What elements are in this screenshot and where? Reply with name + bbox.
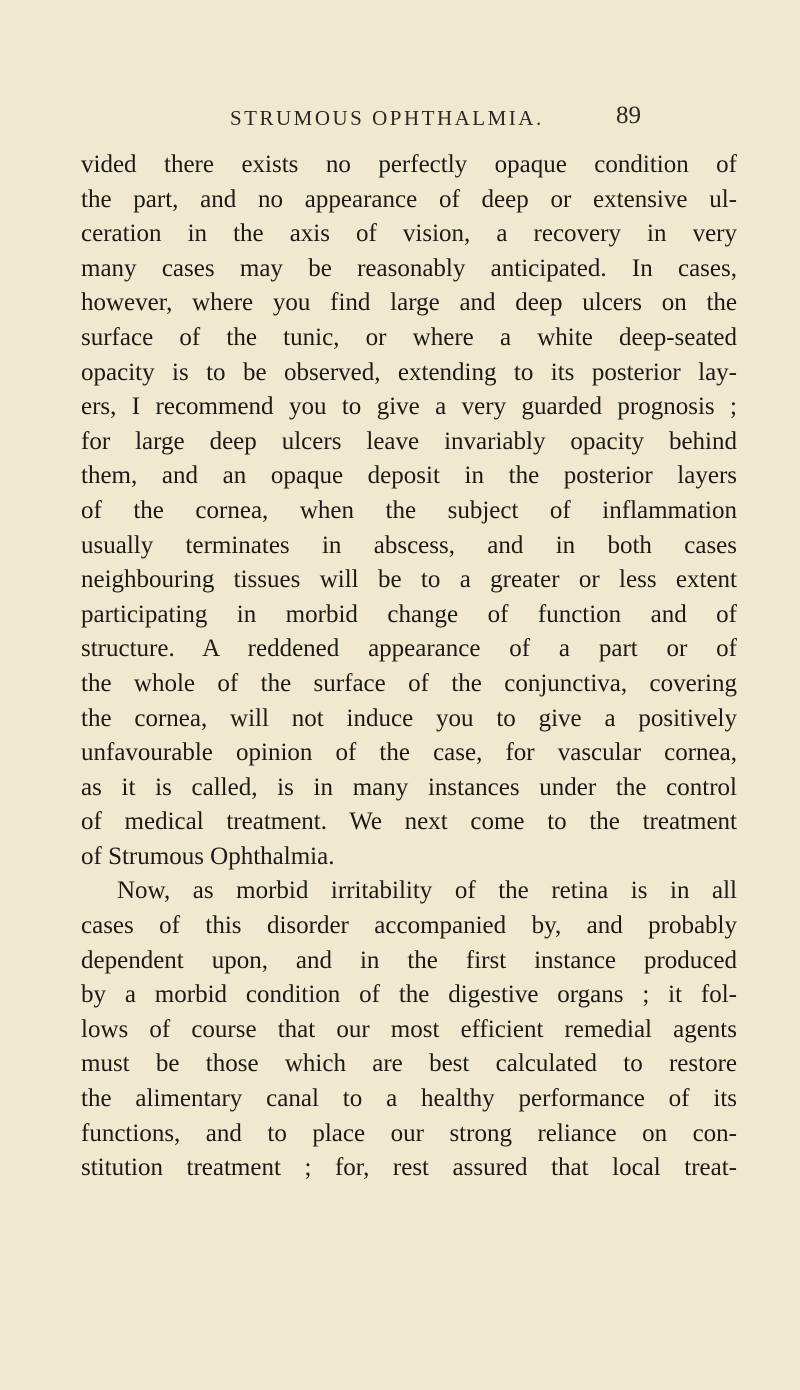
text-line: of the cornea, when the subject of inflammation bbox=[81, 496, 737, 524]
running-head: STRUMOUS OPHTHALMIA. bbox=[230, 106, 544, 130]
text-line: of medical treatment. We next come to the treatment bbox=[81, 808, 737, 836]
text-line: however, where you find large and deep ulcers on the bbox=[81, 289, 737, 317]
text-line: dependent upon, and in the first instance produced bbox=[81, 946, 737, 974]
text-line: vided there exists no perfectly opaque condition of bbox=[81, 151, 737, 178]
paragraph-start-line: Now, as morbid irritability of the retina is in all bbox=[117, 877, 737, 905]
text-line: participating in morbid change of function and of bbox=[81, 600, 737, 628]
text-line: ers, I recommend you to give a very guarded prognosis ; bbox=[81, 393, 737, 421]
text-line: unfavourable opinion of the case, for vascular cornea, bbox=[81, 739, 737, 767]
text-line: cases of this disorder accompanied by, and probably bbox=[81, 912, 737, 940]
text-line: the cornea, will not induce you to give a positively bbox=[81, 704, 737, 732]
text-line: the alimentary canal to a healthy performance of its bbox=[81, 1085, 737, 1113]
paragraph-end-line: of Strumous Ophthalmia. bbox=[81, 842, 335, 870]
text-line: opacity is to be observed, extending to its posterior lay- bbox=[81, 358, 737, 386]
text-line: structure. A reddened appearance of a part or of bbox=[81, 635, 737, 663]
text-line: functions, and to place our strong reliance on con- bbox=[81, 1119, 737, 1147]
text-line: ceration in the axis of vision, a recovery in very bbox=[81, 220, 737, 248]
text-line: by a morbid condition of the digestive organs ; it fol- bbox=[81, 981, 737, 1009]
text-line: them, and an opaque deposit in the posterior layers bbox=[81, 462, 737, 490]
body-text bbox=[81, 148, 737, 1186]
text-line: usually terminates in abscess, and in both cases bbox=[81, 531, 737, 559]
text-line: the part, and no appearance of deep or extensive ul- bbox=[81, 185, 737, 213]
text-line: the whole of the surface of the conjunctiva, covering bbox=[81, 669, 737, 697]
text-line: many cases may be reasonably anticipated. In cases, bbox=[81, 254, 737, 282]
text-line: as it is called, is in many instances under the control bbox=[81, 773, 737, 801]
text-line: surface of the tunic, or where a white deep-seated bbox=[81, 323, 737, 351]
text-line: neighbouring tissues will be to a greater or less extent bbox=[81, 566, 737, 594]
page-number: 89 bbox=[616, 102, 641, 129]
text-line: for large deep ulcers leave invariably opacity behind bbox=[81, 427, 737, 455]
text-line: stitution treatment ; for, rest assured that local treat- bbox=[81, 1154, 737, 1182]
text-line: lows of course that our most efficient remedial agents bbox=[81, 1015, 737, 1043]
text-line: must be those which are best calculated to restore bbox=[81, 1050, 737, 1078]
